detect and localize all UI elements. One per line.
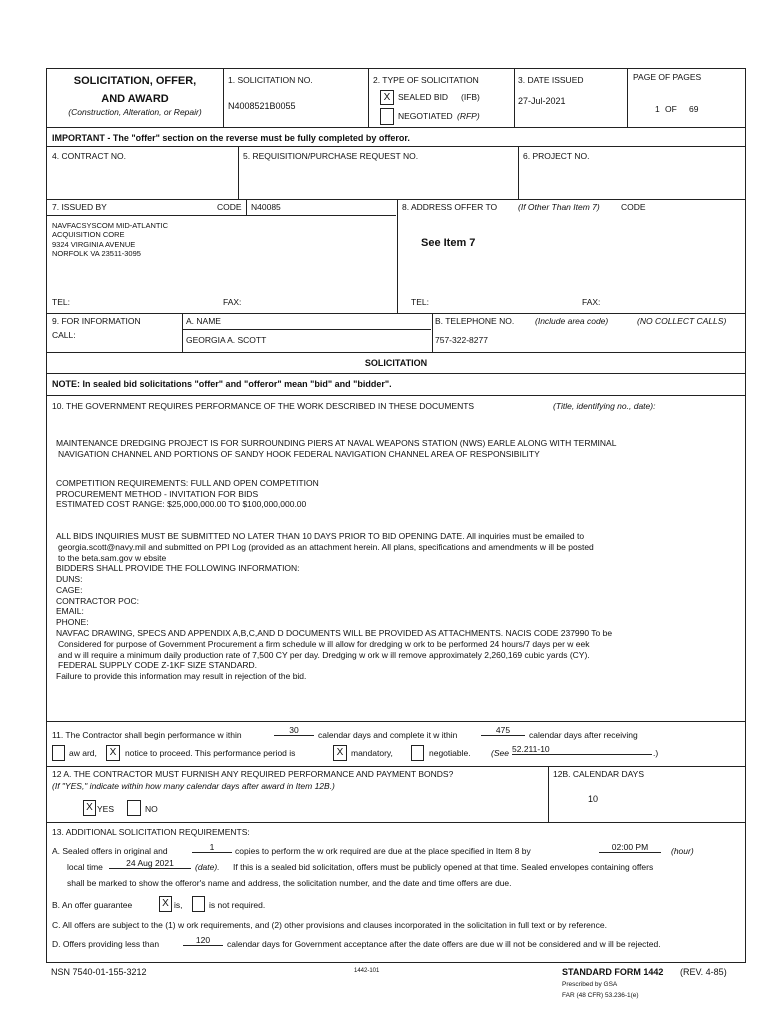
bonds-yes-checkbox[interactable]: X bbox=[83, 800, 96, 816]
telephone-note: (Include area code) bbox=[535, 316, 609, 326]
date-issued: 27-Jul-2021 bbox=[518, 96, 566, 106]
award-label: aw ard, bbox=[69, 748, 97, 758]
instruction-line: BIDDERS SHALL PROVIDE THE FOLLOWING INFORMATION: bbox=[56, 563, 300, 574]
negotiated-abbr: (RFP) bbox=[457, 111, 480, 121]
item10-competition bbox=[56, 478, 319, 510]
project-no-label: 6. PROJECT NO. bbox=[523, 151, 590, 161]
bonds-no-checkbox[interactable] bbox=[127, 800, 141, 816]
item10-description bbox=[56, 438, 616, 459]
form-title-sub: (Construction, Alteration, or Repair) bbox=[68, 107, 202, 117]
item13c-text: C. All offers are subject to the (1) w ork requirements, and (2) other provisions and clauses incorporated in the solicitation in full text or by reference. bbox=[52, 920, 607, 930]
address-offer-code-label: CODE bbox=[621, 202, 646, 212]
item11-text3: calendar days after receiving bbox=[529, 730, 638, 740]
date-label: (date). bbox=[195, 862, 220, 872]
complete-days[interactable]: 475 bbox=[481, 726, 525, 736]
item11-text1: 11. The Contractor shall begin performance w ithin bbox=[52, 730, 242, 740]
page-of-pages-label: PAGE OF PAGES bbox=[633, 72, 702, 82]
item13d-text2: calendar days for Government acceptance after the date offers are due w ill not be considered and w ill be rejected. bbox=[227, 939, 661, 949]
acceptance-days[interactable]: 120 bbox=[183, 936, 223, 946]
item12b-label: 12B. CALENDAR DAYS bbox=[553, 769, 645, 779]
item13a-text3: If this is a sealed bid solicitation, offers must be publicly opened at that time. Sealed envelopes containing offers bbox=[233, 862, 654, 872]
item12a-note: (If "YES," indicate within how many calendar days after award in Item 12B.) bbox=[52, 781, 335, 791]
nsn-number: NSN 7540-01-155-3212 bbox=[51, 967, 147, 977]
instruction-line: ALL BIDS INQUIRIES MUST BE SUBMITTED NO LATER THAN 10 DAYS PRIOR TO BID OPENING DATE. All inquiries must be emailed to bbox=[56, 531, 585, 541]
ntp-checkbox[interactable]: X bbox=[106, 745, 120, 761]
form-name: STANDARD FORM 1442 bbox=[562, 967, 664, 977]
address-offer-note: (If Other Than Item 7) bbox=[518, 202, 600, 212]
hour-label: (hour) bbox=[671, 846, 694, 856]
page-of: OF bbox=[665, 104, 677, 114]
instruction-line: CONTRACTOR POC: bbox=[56, 595, 139, 606]
issued-by-line: NORFOLK VA 23511-3095 bbox=[52, 249, 141, 259]
prescribed-by: Prescribed by GSA bbox=[562, 981, 618, 988]
negotiated-label: NEGOTIATED bbox=[398, 111, 453, 121]
guarantee-is-label: is, bbox=[174, 900, 183, 910]
item13-label: 13. ADDITIONAL SOLICITATION REQUIREMENTS: bbox=[52, 827, 250, 837]
issued-by-label: 7. ISSUED BY bbox=[52, 202, 107, 212]
competition-line: PROCUREMENT METHOD - INVITATION FOR BIDS bbox=[56, 488, 259, 499]
item2-label: 2. TYPE OF SOLICITATION bbox=[373, 75, 479, 85]
copies-count[interactable]: 1 bbox=[192, 843, 232, 853]
mandatory-label: mandatory, bbox=[351, 748, 393, 758]
see-clause[interactable]: 52.211-10 bbox=[512, 745, 652, 755]
begin-days[interactable]: 30 bbox=[274, 726, 314, 736]
guarantee-not-label: is not required. bbox=[209, 900, 266, 910]
contact-phone: 757-322-8277 bbox=[435, 335, 488, 345]
item10-label: 10. THE GOVERNMENT REQUIRES PERFORMANCE OF THE WORK DESCRIBED IN THESE DOCUMENTS bbox=[52, 401, 475, 411]
bonds-yes-label: YES bbox=[97, 804, 115, 814]
see-close: .) bbox=[653, 748, 659, 758]
instruction-line: and w ill require a minimum daily production rate of 7,500 CY per day. Dredging w ork w ill remove approximately 2,260,169 cubic yards (CY). bbox=[58, 649, 590, 660]
item10-instructions bbox=[56, 531, 612, 682]
form-revision: (REV. 4-85) bbox=[680, 967, 727, 977]
item12a-label: 12 A. THE CONTRACTOR MUST FURNISH ANY REQUIRED PERFORMANCE AND PAYMENT BONDS? bbox=[52, 769, 454, 779]
form-title-line1: SOLICITATION, OFFER, bbox=[73, 75, 197, 87]
no-collect-note: (NO COLLECT CALLS) bbox=[637, 316, 727, 326]
requisition-label: 5. REQUISITION/PURCHASE REQUEST NO. bbox=[243, 151, 419, 161]
solicitation-number: N4008521B0055 bbox=[228, 101, 296, 111]
page-current: 1 bbox=[655, 104, 660, 114]
instruction-line: georgia.scott@navy.mil and submitted on PPI Log (provided as an attachment herein. All plans, specifications and amendments w ill be posted bbox=[58, 541, 594, 552]
description-line: MAINTENANCE DREDGING PROJECT IS FOR SURROUNDING PIERS AT NAVAL WEAPONS STATION (NWS) EARLE ALONG WITH TERMINAL bbox=[56, 438, 617, 448]
item13a-text4: shall be marked to show the offeror's name and address, the solicitation number, and the date and time offers are due. bbox=[67, 878, 512, 888]
issued-by-fax-label: FAX: bbox=[223, 297, 242, 307]
issued-by-code-label: CODE bbox=[217, 202, 242, 212]
negotiated-checkbox[interactable] bbox=[380, 108, 394, 125]
negotiable-checkbox[interactable] bbox=[411, 745, 424, 761]
instruction-line: CAGE: bbox=[56, 584, 83, 595]
instruction-line: NAVFAC DRAWING, SPECS AND APPENDIX A,B,C,AND D DOCUMENTS WILL BE PROVIDED AS ATTACHMENTS. NACIS CODE 237990 To be bbox=[56, 628, 613, 639]
item11-text2: calendar days and complete it w ithin bbox=[318, 730, 458, 740]
sealed-bid-checkbox[interactable]: X bbox=[380, 90, 394, 105]
competition-line: ESTIMATED COST RANGE: $25,000,000.00 TO $100,000,000.00 bbox=[56, 499, 307, 510]
item13b-text: B. An offer guarantee bbox=[52, 900, 133, 910]
instruction-line: Considered for purpose of Government Procurement a firm schedule w ill allow for dredging w ork to be performed 24 hours/7 days per w eek bbox=[58, 638, 590, 649]
issued-by-address bbox=[52, 221, 168, 259]
sealed-bid-label: SEALED BID bbox=[398, 92, 449, 102]
item13a-text1: A. Sealed offers in original and bbox=[52, 846, 168, 856]
issued-by-tel-label: TEL: bbox=[52, 297, 70, 307]
contract-no-label: 4. CONTRACT NO. bbox=[52, 151, 126, 161]
description-line: NAVIGATION CHANNEL AND PORTIONS OF SANDY HOOK FEDERAL NAVIGATION CHANNEL AREA OF RESPONSIBILITY bbox=[58, 448, 540, 459]
address-offer-tel-label: TEL: bbox=[411, 297, 429, 307]
name-label: A. NAME bbox=[186, 316, 221, 326]
instruction-line: Failure to provide this information may result in rejection of the bid. bbox=[56, 671, 307, 682]
instruction-line: to the beta.sam.gov w ebsite bbox=[58, 552, 167, 563]
bonds-no-label: NO bbox=[145, 804, 158, 814]
negotiable-label: negotiable. bbox=[429, 748, 471, 758]
see-label: (See bbox=[491, 748, 509, 758]
instruction-line: PHONE: bbox=[56, 617, 89, 628]
guarantee-not-checkbox[interactable] bbox=[192, 896, 205, 912]
issued-by-line: 9324 VIRGINIA AVENUE bbox=[52, 239, 136, 249]
item13d-text1: D. Offers providing less than bbox=[52, 939, 160, 949]
item13a-text2: copies to perform the w ork required are due at the place specified in Item 8 by bbox=[235, 846, 531, 856]
form-title bbox=[47, 73, 223, 117]
solicitation-heading: SOLICITATION bbox=[364, 358, 428, 368]
local-time-label: local time bbox=[67, 862, 103, 872]
due-time[interactable]: 02:00 PM bbox=[599, 843, 661, 853]
info-call-label2: CALL: bbox=[52, 330, 76, 340]
contact-name: GEORGIA A. SCOTT bbox=[186, 335, 267, 345]
due-date[interactable]: 24 Aug 2021 bbox=[109, 859, 191, 869]
award-checkbox[interactable] bbox=[52, 745, 65, 761]
important-note: IMPORTANT - The "offer" section on the reverse must be fully completed by offeror. bbox=[52, 133, 410, 143]
address-offer-fax-label: FAX: bbox=[582, 297, 601, 307]
competition-line: COMPETITION REQUIREMENTS: FULL AND OPEN COMPETITION bbox=[56, 478, 319, 488]
info-call-label: 9. FOR INFORMATION bbox=[52, 316, 141, 326]
item10-note: (Title, identifying no., date): bbox=[553, 401, 656, 411]
solicitation-form bbox=[46, 68, 746, 963]
instruction-line: FEDERAL SUPPLY CODE Z-1KF SIZE STANDARD. bbox=[58, 660, 258, 671]
ntp-label: notice to proceed. This performance period is bbox=[125, 748, 296, 758]
address-offer-value: See Item 7 bbox=[421, 237, 476, 249]
form-code: 1442-101 bbox=[354, 968, 380, 974]
issued-by-line: ACQUISITION CORE bbox=[52, 230, 125, 240]
calendar-days: 10 bbox=[588, 794, 599, 804]
sealed-bid-abbr: (IFB) bbox=[461, 92, 480, 102]
item1-label: 1. SOLICITATION NO. bbox=[228, 75, 313, 85]
instruction-line: EMAIL: bbox=[56, 606, 84, 617]
issued-by-code: N40085 bbox=[251, 202, 281, 212]
telephone-label: B. TELEPHONE NO. bbox=[435, 316, 515, 326]
guarantee-is-checkbox[interactable]: X bbox=[159, 896, 172, 912]
mandatory-checkbox[interactable]: X bbox=[333, 745, 347, 761]
page-total: 69 bbox=[689, 104, 699, 114]
form-title-line2: AND AWARD bbox=[101, 93, 169, 105]
address-offer-label: 8. ADDRESS OFFER TO bbox=[402, 202, 498, 212]
instruction-line: DUNS: bbox=[56, 574, 83, 585]
issued-by-line: NAVFACSYSCOM MID-ATLANTIC bbox=[52, 221, 168, 230]
far-reference: FAR (48 CFR) 53.236-1(e) bbox=[562, 992, 639, 999]
sealed-bid-note: NOTE: In sealed bid solicitations "offer" and "offeror" mean "bid" and "bidder". bbox=[52, 379, 392, 389]
item3-label: 3. DATE ISSUED bbox=[518, 75, 584, 85]
